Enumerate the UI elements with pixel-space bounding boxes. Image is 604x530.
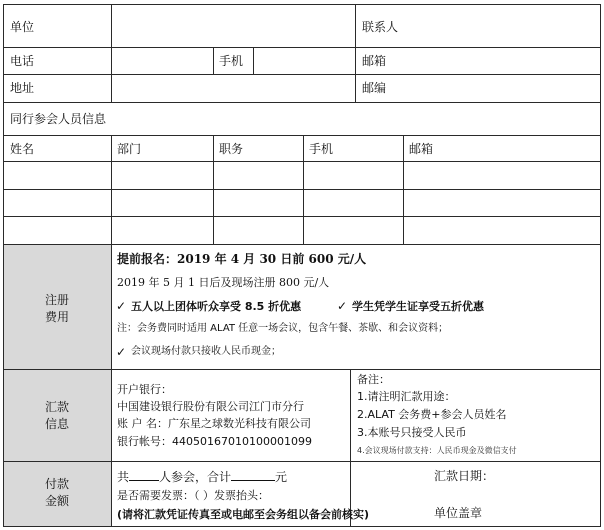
postcode-label: 邮编 <box>362 81 387 95</box>
payment-label-line1: 付款 <box>45 477 70 491</box>
email-label: 邮箱 <box>362 54 387 68</box>
mobile-label: 手机 <box>219 54 244 68</box>
remittance-label-line1: 汇款 <box>45 400 70 414</box>
attendees-title: 同行参会人员信息 <box>10 112 107 126</box>
remark-2: 2.ALAT 会务费+参会人员姓名 <box>357 408 507 421</box>
remark-1: 1.请注明汇款用途： <box>357 390 456 403</box>
onsite-registration: 2019 年 5 月 1 日后及现场注册 800 元/人 <box>117 276 330 289</box>
rule <box>111 135 112 527</box>
unit-field[interactable] <box>112 5 355 47</box>
email-field[interactable] <box>400 48 600 74</box>
student-discount: 学生凭学生证享受五折优惠 <box>352 300 484 313</box>
total-amount-blank[interactable] <box>231 470 275 481</box>
rule <box>3 102 601 103</box>
rule <box>3 4 4 527</box>
remark-4: 4.会议现场付款支持：人民币现金及微信支付 <box>357 446 517 455</box>
company-stamp-label: 单位盖章 <box>434 506 483 520</box>
account-name: 账 户 名：广东星之球数光科技有限公司 <box>117 417 311 430</box>
mobile-field[interactable] <box>254 48 355 74</box>
attendee-header-mobile: 手机 <box>309 142 334 156</box>
bank-name: 中国建设银行股份有限公司江门市分行 <box>117 400 304 413</box>
invoice-note: (请将汇款凭证传真至或电邮至会务组以备会前核实) <box>117 508 370 521</box>
rule <box>3 216 601 217</box>
checkmark-icon: ✓ <box>337 299 348 313</box>
bank-label: 开户银行： <box>117 383 172 396</box>
attendee-header-name: 姓名 <box>10 142 35 156</box>
phone-field[interactable] <box>112 48 213 74</box>
total-mid: 人参会，合计 <box>159 470 232 484</box>
postcode-field[interactable] <box>400 75 600 102</box>
total-suffix: 元 <box>275 470 288 484</box>
rule <box>350 369 351 527</box>
rule <box>403 135 404 245</box>
rule <box>355 4 356 102</box>
attendee-header-position: 职务 <box>219 142 244 156</box>
early-registration: 提前报名：2019 年 4 月 30 日前 600 元/人 <box>117 252 367 266</box>
checkmark-icon: ✓ <box>116 345 127 359</box>
payment-label-line2: 金额 <box>45 494 70 508</box>
registration-label-cell-bg <box>4 245 111 369</box>
remark-3: 3.本账号只接受人民币 <box>357 426 467 439</box>
attendee-total-line <box>117 470 287 483</box>
address-field[interactable] <box>112 75 355 102</box>
group-discount: 五人以上团体听众享受 8.5 折优惠 <box>131 300 302 313</box>
registration-note: 注：会务费同时适用 ALAT 任意一场会议，包含午餐、茶歇、和会议资料； <box>117 323 449 334</box>
remit-date-label: 汇款日期： <box>434 469 495 483</box>
attendee-header-email: 邮箱 <box>409 142 434 156</box>
remarks-title: 备注： <box>357 373 390 386</box>
contact-field[interactable] <box>430 5 600 47</box>
contact-label: 联系人 <box>362 20 399 34</box>
unit-label: 单位 <box>10 20 35 34</box>
total-prefix: 共 <box>117 470 130 484</box>
attendee-count-blank[interactable] <box>129 470 159 481</box>
invoice-question: 是否需要发票：（ ）发票抬头： <box>117 489 269 502</box>
rule <box>3 135 601 136</box>
checkmark-icon: ✓ <box>116 299 127 313</box>
rule <box>3 526 601 527</box>
cash-only-note: 会议现场付款只接收人民币现金； <box>131 346 281 357</box>
remittance-label-line2: 信息 <box>45 417 70 431</box>
rule <box>3 369 601 370</box>
attendee-header-department: 部门 <box>117 142 142 156</box>
rule <box>213 135 214 245</box>
rule <box>3 189 601 190</box>
rule <box>3 161 601 162</box>
account-number: 银行帐号：44050167010100001099 <box>117 435 312 448</box>
registration-label-line1: 注册 <box>45 293 70 307</box>
rule <box>600 4 601 527</box>
remittance-label-cell-bg <box>4 370 111 461</box>
rule <box>303 135 304 245</box>
rule <box>3 461 601 462</box>
rule <box>3 244 601 245</box>
phone-label: 电话 <box>10 54 35 68</box>
address-label: 地址 <box>10 81 35 95</box>
rule <box>213 47 214 75</box>
registration-label-line2: 费用 <box>45 310 70 324</box>
